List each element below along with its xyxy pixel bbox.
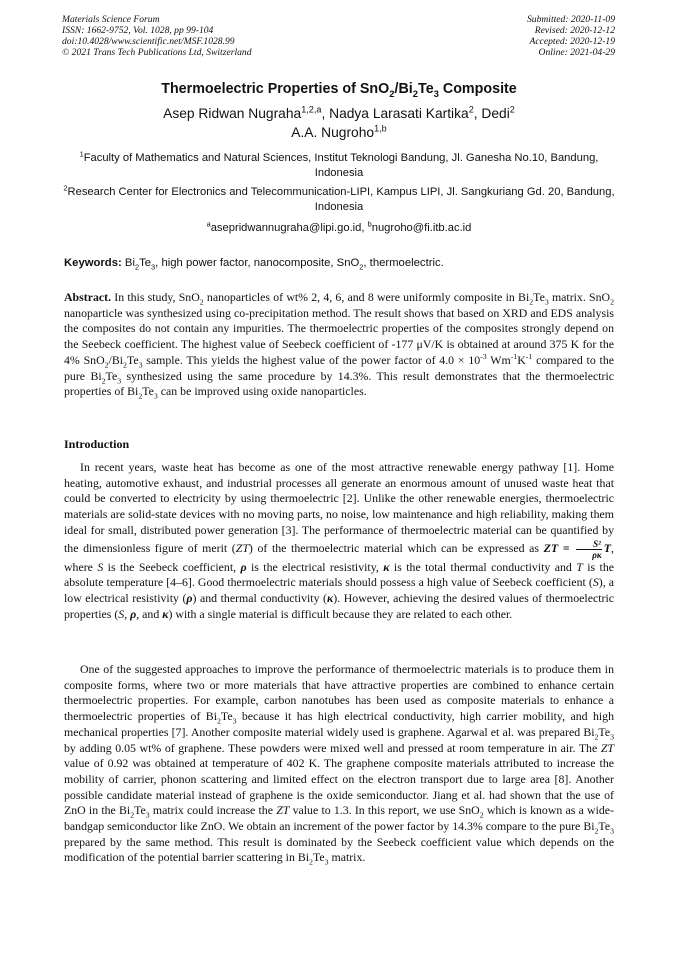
abstract: Abstract. In this study, SnO$_2$ nanoparticles of wt% 2, 4, 6, and 8 were uniformly composite in $Bi_2Te_3$ matrix. SnO$_2$ nanoparticle was synthesized using co-precipitation method. The result shows that based on XRD and EDS analysis the composites do not contain any impurities. The thermoelectric properties of the composites strongly depend on the Seebeck coefficient. The highest value of Seebeck coefficient of -177 μV/K is obtained at around 375 K for the 4% $SnO_2/Bi_2Te_3$ sample. This yields the highest value of the power factor of $4.0 \times 10^{-3}$ $Wm^{-1}K^{-1}$ compared to the pure $Bi_2Te_3$ synthesized using the same procedure by 14.3%. This result demonstrates that the thermoelectric properties of $Bi_2Te_3$ can be improved using oxide nanoparticles. bbox=[64, 290, 615, 401]
journal-doi[interactable]: doi:10.4028/www.scientific.net/MSF.1028.99 bbox=[62, 36, 235, 47]
journal-header-right bbox=[527, 14, 615, 58]
date-online: Online: 2021-04-29 bbox=[538, 47, 615, 58]
author-name: Asep Ridwan Nugraha bbox=[163, 106, 302, 121]
journal-issn: ISSN: 1662-9752, Vol. 1028, pp 99-104 bbox=[62, 25, 214, 36]
email-link-b[interactable]: nugroho@fi.itb.ac.id bbox=[371, 222, 472, 234]
journal-header-left bbox=[62, 14, 252, 58]
paper-title: Thermoelectric Properties of $SnO_2/Bi_2Te_3$ Composite bbox=[161, 81, 517, 99]
author-name: , Dedi bbox=[473, 106, 510, 121]
intro-paragraph-2: One of the suggested approaches to improve the performance of thermoelectric materials is to produce them in composite forms, where two or more materials that have attractive properties are combined to enhance certain thermoelectric properties. For example, carbon nanotubes has been used as composite materials to enhance a thermoelectric properties of $Bi_2Te_3$ because it has high electrical conductivity, high carrier mobility, and high mechanical properties [7]. Another composite material widely used is graphene. Agarwal et al. was prepared $Bi_2Te_3$ by adding 0.05 wt% of graphene. These powders were mixed well and pressed at room temperature in air. The ZT value of 0.92 was obtained at temperature of 402 K. The graphene composite materials attributed to increase the mobility of carrier, phonon scattering and limited effect on the electron transport due to large area [8]. Another possible candidate material instead of graphene is the oxide semiconductor. Jiang et al. had shown that the use of ZnO in the $Bi_2Te_3$ matrix could increase the ZT value to 1.3. In this report, we use SnO$_2$ which is known as a wide-bandgap semiconductor like ZnO. We obtain an increment of the power factor by 14.3% compare to the pure $Bi_2Te_3$ prepared by the same method. This result is dominated by the Seebeck coefficient value which depends on the modification of the potential barrier scattering in $Bi_2Te_3$ matrix. bbox=[64, 662, 615, 867]
date-accepted: Accepted: 2020-12-19 bbox=[529, 36, 615, 47]
author-emails: $^a$asepridwannugraha@lipi.go.id, $^b$nugroho@fi.itb.ac.id bbox=[206, 219, 472, 234]
keywords: Keywords: $Bi_2Te_3$, high power factor, nanocomposite, SnO$_2$, thermoelectric. bbox=[64, 257, 444, 272]
section-heading-introduction: Introduction bbox=[64, 437, 130, 451]
author-name: A.A. Nugroho bbox=[291, 125, 375, 140]
affiliation-1: $^1$Faculty of Mathematics and Natural Sciences, Institut Teknologi Bandung, Jl. Ganesha No.10, Bandung, Indonesia bbox=[79, 149, 599, 179]
intro-paragraph-1: In recent years, waste heat has become as one of the most attractive renewable energy pathway [1]. Home heating, automotive exhaust, and industrial processes all generate an enormous amount of unused waste heat that could be converted to electricity by using thermoelectric [2]. Unlike the other renewable energies, thermoelectric materials are solid-state devices with no moving parts, no noise, low maintenance and high reliability, making them ideal for small, distributed power generation [3]. The performance of thermoelectric material can be quantified by the dimensionless figure of merit (ZT) of the thermoelectric material which can be expressed as ZT = $\frac{\text{S²}}{\rho\kappa}$ T, where S is the Seebeck coefficient, ρ is the electrical resistivity, κ is the total thermal conductivity and T is the absolute temperature [4–6]. Good thermoelectric materials should possess a high value of Seebeck coefficient (S), a low electrical resistivity (ρ) and thermal conductivity (κ). However, achieving the desired values of thermoelectric properties (S, ρ, and κ) with a single material is difficult because they are related to each other. bbox=[64, 460, 615, 621]
journal-copyright: © 2021 Trans Tech Publications Ltd, Switzerland bbox=[62, 47, 252, 58]
affiliation-2: $^2$Research Center for Electronics and Telecommunication-LIPI, Kampus LIPI, Jl. Sangkuriang Gd. 20, Bandung, Indonesia bbox=[63, 183, 615, 213]
email-link-a[interactable]: asepridwannugraha@lipi.go.id, bbox=[210, 222, 368, 234]
author-name: , Nadya Larasati Kartika bbox=[321, 106, 469, 121]
date-revised: Revised: 2020-12-12 bbox=[534, 25, 615, 36]
author-list: Asep Ridwan Nugraha$^{1,2,a}$, Nadya Larasati Kartika$^2$, Dedi$^2$ A.A. Nugroho$^{1,b}$ bbox=[163, 104, 515, 140]
date-submitted: Submitted: 2020-11-09 bbox=[526, 14, 615, 25]
zt-equation: ZT = $\frac{\text{S²}}{\rho\kappa}$ T bbox=[543, 538, 612, 560]
journal-name: Materials Science Forum bbox=[62, 14, 160, 25]
